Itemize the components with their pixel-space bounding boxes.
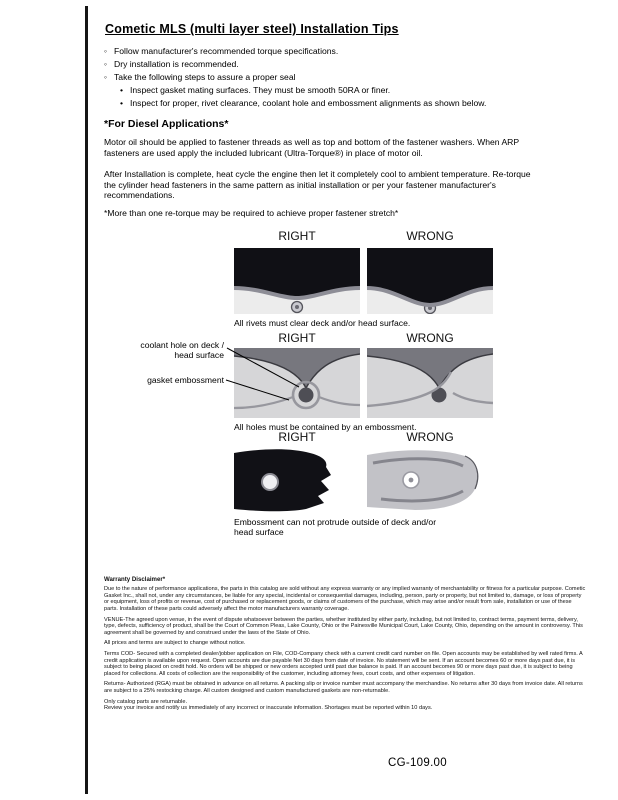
diesel-paragraph-2: After Installation is complete, heat cycle the engine then let it completely cool to ambient temperature. Re-torque the cylinder head fasteners in the same pattern as initial installation or per your fastener manufacturer's recommendations. <box>104 169 531 201</box>
sub-bullet-item <box>120 98 486 108</box>
bullet-item <box>104 59 239 69</box>
wrong-label-row2: WRONG <box>406 331 454 345</box>
diesel-applications-heading: *For Diesel Applications* <box>104 118 229 130</box>
retorque-note: *More than one re-torque may be required to achieve proper fastener stretch* <box>104 208 399 218</box>
bullet-text: Inspect gasket mating surfaces. They must be smooth 50RA or finer. <box>130 85 391 95</box>
prices-paragraph: All prices and terms are subject to change without notice. <box>104 640 246 647</box>
diesel-paragraph-1: Motor oil should be applied to fastener threads as well as top and bottom of the fastener washers. When ARP fasteners are used apply the included lubricant (Ultra-Torque®) in place of motor oil. <box>104 137 519 158</box>
bullet-item <box>104 46 338 56</box>
rivet-clearance-right-diagram <box>234 248 360 314</box>
row3-caption: Embossment can not protrude outside of deck and/or head surface <box>234 517 437 538</box>
bullet-text: Take the following steps to assure a proper seal <box>114 72 296 82</box>
warranty-paragraph: Due to the nature of performance applications, the parts in this catalog are sold without any express warranty or any implied warranty of merchantability or fitness for a particular purpose. Cometic Gasket Inc., shall not, under any circumstances, be liable for any special, incidental or consequential damages, including, person, party or property, but not limited to, damage, or loss of property or equipment, loss of profits or revenue, cost of purchased or replacement goods, or claims of customers of the purchase, which may arise and/or result from sale, installation or use of these parts. Installation of these parts could adversely affect the motor manufacturers warranty coverage. <box>104 586 586 612</box>
page-title: Cometic MLS (multi layer steel) Installation Tips <box>105 22 399 36</box>
review-invoice-line: Review your invoice and notify us immediately of any incorrect or inaccurate information. Shortages must be reported within 10 days. <box>104 705 433 712</box>
catalog-returnable-line: Only catalog parts are returnable. <box>104 698 188 705</box>
gasket-embossment-annotation: gasket embossment <box>147 375 224 385</box>
open-bullet-icon: ◦ <box>104 46 108 56</box>
row2-caption: All holes must be contained by an embossment. <box>234 422 417 432</box>
filled-bullet-icon: • <box>120 98 124 108</box>
diagram-section <box>0 228 618 563</box>
wrong-label-row3: WRONG <box>406 430 454 444</box>
right-label-row3: RIGHT <box>278 430 316 444</box>
hole-embossment-right-diagram <box>234 348 360 418</box>
row1-caption: All rivets must clear deck and/or head surface. <box>234 318 411 328</box>
coolant-hole-annotation: coolant hole on deck / head surface <box>140 340 224 361</box>
right-label-row1: RIGHT <box>278 229 316 243</box>
terms-paragraph: Terms COD- Secured with a completed dealer/jobber application on File, COD-Company check with a current credit card number on file. Open accounts may be established by well rated firms. A credit application is available upon request. Open accounts are due payable Net 30 days from date of invoice. No statement will be sent. If an account becomes 60 or more days past due, it is subject to being placed on credit hold. No orders will be shipped or new orders accepted until past due balance is paid. If an account becomes 90 or more days past due, it is subject to being placed for collections. All costs of collection are the responsibility of the customer, including attorney fees, court costs, and other expenses of litigation. <box>104 650 583 677</box>
open-bullet-icon: ◦ <box>104 72 108 82</box>
embossment-protrusion-right-diagram <box>234 447 360 513</box>
venue-paragraph: VENUE-The agreed upon venue, in the event of dispute whatsoever between the parties, whether instituted by either party, including, but not limited to, contract terms, payment terms, delivery, type, defects, sufficiency of product, shall be the Court of Common Pleas, Lake County, Ohio or the Painesville Municipal Court, Lake County, Ohio, depending on the amount in controversy. This agreement shall be governed by and construed under the laws of the State of Ohio. <box>104 616 583 636</box>
page-number: CG-109.00 <box>388 757 447 769</box>
hole-embossment-wrong-diagram <box>367 348 493 418</box>
warranty-disclaimer-heading: Warranty Disclaimer* <box>104 576 166 583</box>
sub-bullet-item <box>120 85 390 95</box>
bullet-item <box>104 72 296 82</box>
wrong-label-row1: WRONG <box>406 229 454 243</box>
right-label-row2: RIGHT <box>278 331 316 345</box>
bullet-text: Follow manufacturer's recommended torque specifications. <box>114 46 339 56</box>
returns-paragraph: Returns- Authorized (RGA) must be obtained in advance on all returns. A packing slip or invoice number must accompany the merchandise. No returns after 30 days from invoice date. All returns are subject to a 25% restocking charge. All custom designed and custom manufactured gaskets are non-returnable. <box>104 681 583 694</box>
bullet-text: Dry installation is recommended. <box>114 59 239 69</box>
legal-section <box>104 576 586 716</box>
rivet-clearance-wrong-diagram <box>367 248 493 314</box>
embossment-protrusion-wrong-diagram <box>367 447 493 513</box>
filled-bullet-icon: • <box>120 85 124 95</box>
open-bullet-icon: ◦ <box>104 59 108 69</box>
bullet-text: Inspect for proper, rivet clearance, coolant hole and embossment alignments as shown below. <box>130 98 487 108</box>
